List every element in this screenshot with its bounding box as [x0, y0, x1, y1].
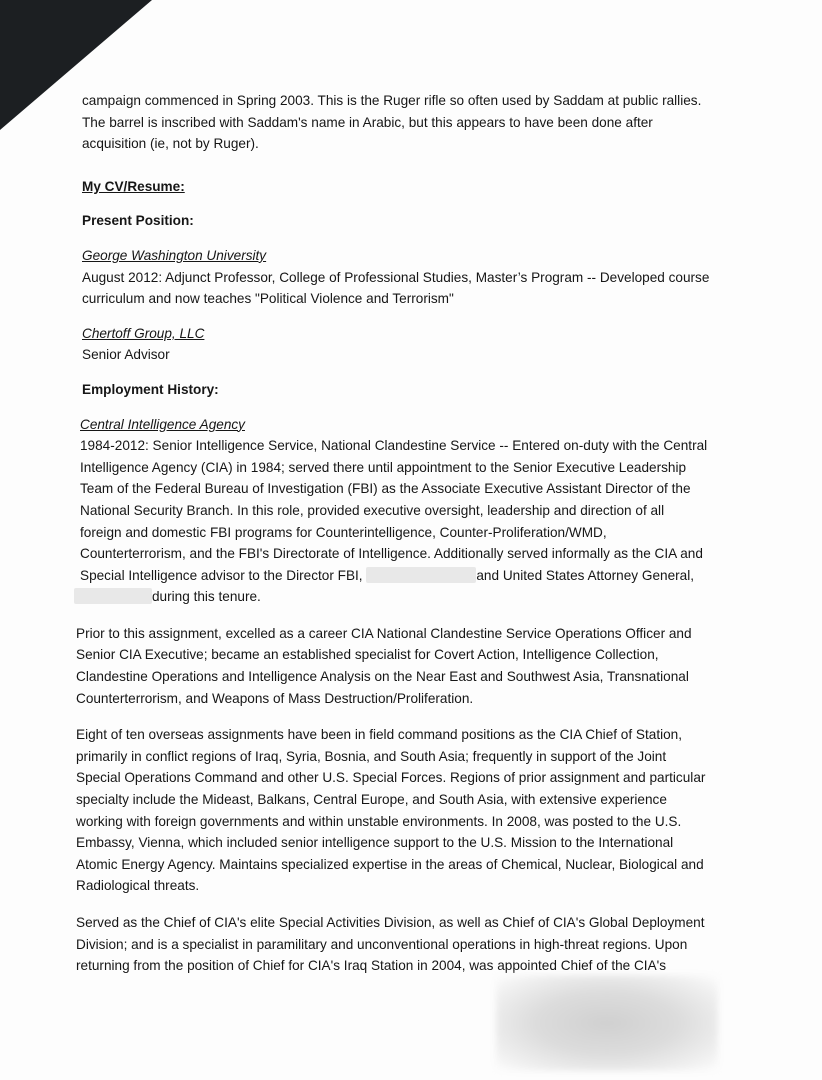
paragraph-line: Clandestine Operations and Intelligence Analysis on the Near East and Southwest Asia, Transnational [76, 669, 689, 685]
present-position-heading: Present Position: [82, 213, 194, 229]
employer-cia: Central Intelligence Agency [80, 416, 245, 432]
paragraph-line: primarily in conflict regions of Iraq, Syria, Bosnia, and South Asia; frequently in support of the Joint [76, 748, 667, 764]
employer-chertoff: Chertoff Group, LLC [82, 325, 205, 341]
document-body [76, 90, 736, 977]
chertoff-role: Senior Advisor [82, 347, 170, 363]
blurred-redaction [496, 975, 718, 1071]
paragraph-line: Division; and is a specialist in paramilitary and unconventional operations in high-threat regions. Upon [76, 936, 688, 952]
paragraph-line: working with foreign governments and within unstable environments. In 2008, was posted to the U.S. [76, 813, 682, 829]
paragraph-line: specialty include the Mideast, Balkans, Central Europe, and South Asia, with extensive experience [76, 792, 667, 808]
cia-line: foreign and domestic FBI programs for Counterintelligence, Counter-Proliferation/WMD, [80, 524, 607, 540]
intro-line-2: The barrel is inscribed with Saddam's name in Arabic, but this appears to have been done after [82, 114, 653, 130]
paragraph-line: Prior to this assignment, excelled as a career CIA National Clandestine Service Operations Officer and [76, 625, 692, 641]
employer-gwu: George Washington University [82, 247, 267, 263]
redaction-box [74, 588, 152, 604]
employment-history-heading: Employment History: [82, 381, 219, 397]
cia-line: Counterterrorism, and the FBI's Directorate of Intelligence. Additionally served informally as the CIA and [80, 546, 703, 562]
intro-line-1: campaign commenced in Spring 2003. This is the Ruger rifle so often used by Saddam at public rallies. [82, 93, 702, 108]
paragraph-line: Served as the Chief of CIA's elite Special Activities Division, as well as Chief of CIA's Global Deployment [76, 915, 705, 930]
cia-line: 1984-2012: Senior Intelligence Service, National Clandestine Service -- Entered on-duty with the Central [80, 438, 708, 454]
paragraph-line: Special Operations Command and other U.S. Special Forces. Regions of prior assignment and particular [76, 770, 706, 786]
gwu-line-2: curriculum and now teaches "Political Violence and Terrorism" [82, 291, 454, 307]
cia-line-8-text: during this tenure. [152, 589, 261, 605]
prior-assignment-paragraph [76, 623, 736, 709]
paragraph-line: Senior CIA Executive; became an established specialist for Covert Action, Intelligence Collection, [76, 647, 659, 663]
redaction-box [366, 567, 476, 583]
cia-line: National Security Branch. In this role, provided executive oversight, leadership and direction of all [80, 502, 665, 518]
cia-paragraph [76, 435, 736, 608]
cia-line-8 [80, 586, 736, 608]
gwu-line-1: August 2012: Adjunct Professor, College of Professional Studies, Master’s Program -- Developed course [82, 269, 710, 285]
overseas-assignments-paragraph [76, 724, 736, 897]
paragraph-line: Atomic Energy Agency. Maintains specialized expertise in the areas of Chemical, Nuclear, Biological and [76, 856, 704, 872]
paragraph-line: Counterterrorism, and Weapons of Mass Destruction/Proliferation. [76, 690, 474, 706]
intro-line-3: acquisition (ie, not by Ruger). [82, 136, 259, 152]
cia-line: Intelligence Agency (CIA) in 1984; served there until appointment to the Senior Executive Leadership [80, 459, 687, 475]
cia-line: Team of the Federal Bureau of Investigation (FBI) as the Associate Executive Assistant Director of the [80, 481, 691, 497]
paragraph-line: Eight of ten overseas assignments have been in field command positions as the CIA Chief of Station, [76, 727, 683, 743]
paragraph-line: Embassy, Vienna, which included senior intelligence support to the U.S. Mission to the International [76, 835, 674, 851]
cia-line-7-end: and United States Attorney General, [476, 567, 695, 583]
paragraph-line: Radiological threats. [76, 878, 200, 894]
special-activities-paragraph [76, 912, 736, 977]
cia-line-7-start: Special Intelligence advisor to the Director FBI, [80, 567, 363, 583]
paragraph-line: returning from the position of Chief for CIA's Iraq Station in 2004, was appointed Chief of the CIA's [76, 958, 667, 974]
cia-line-7 [80, 565, 736, 587]
cv-heading: My CV/Resume: [82, 178, 185, 194]
